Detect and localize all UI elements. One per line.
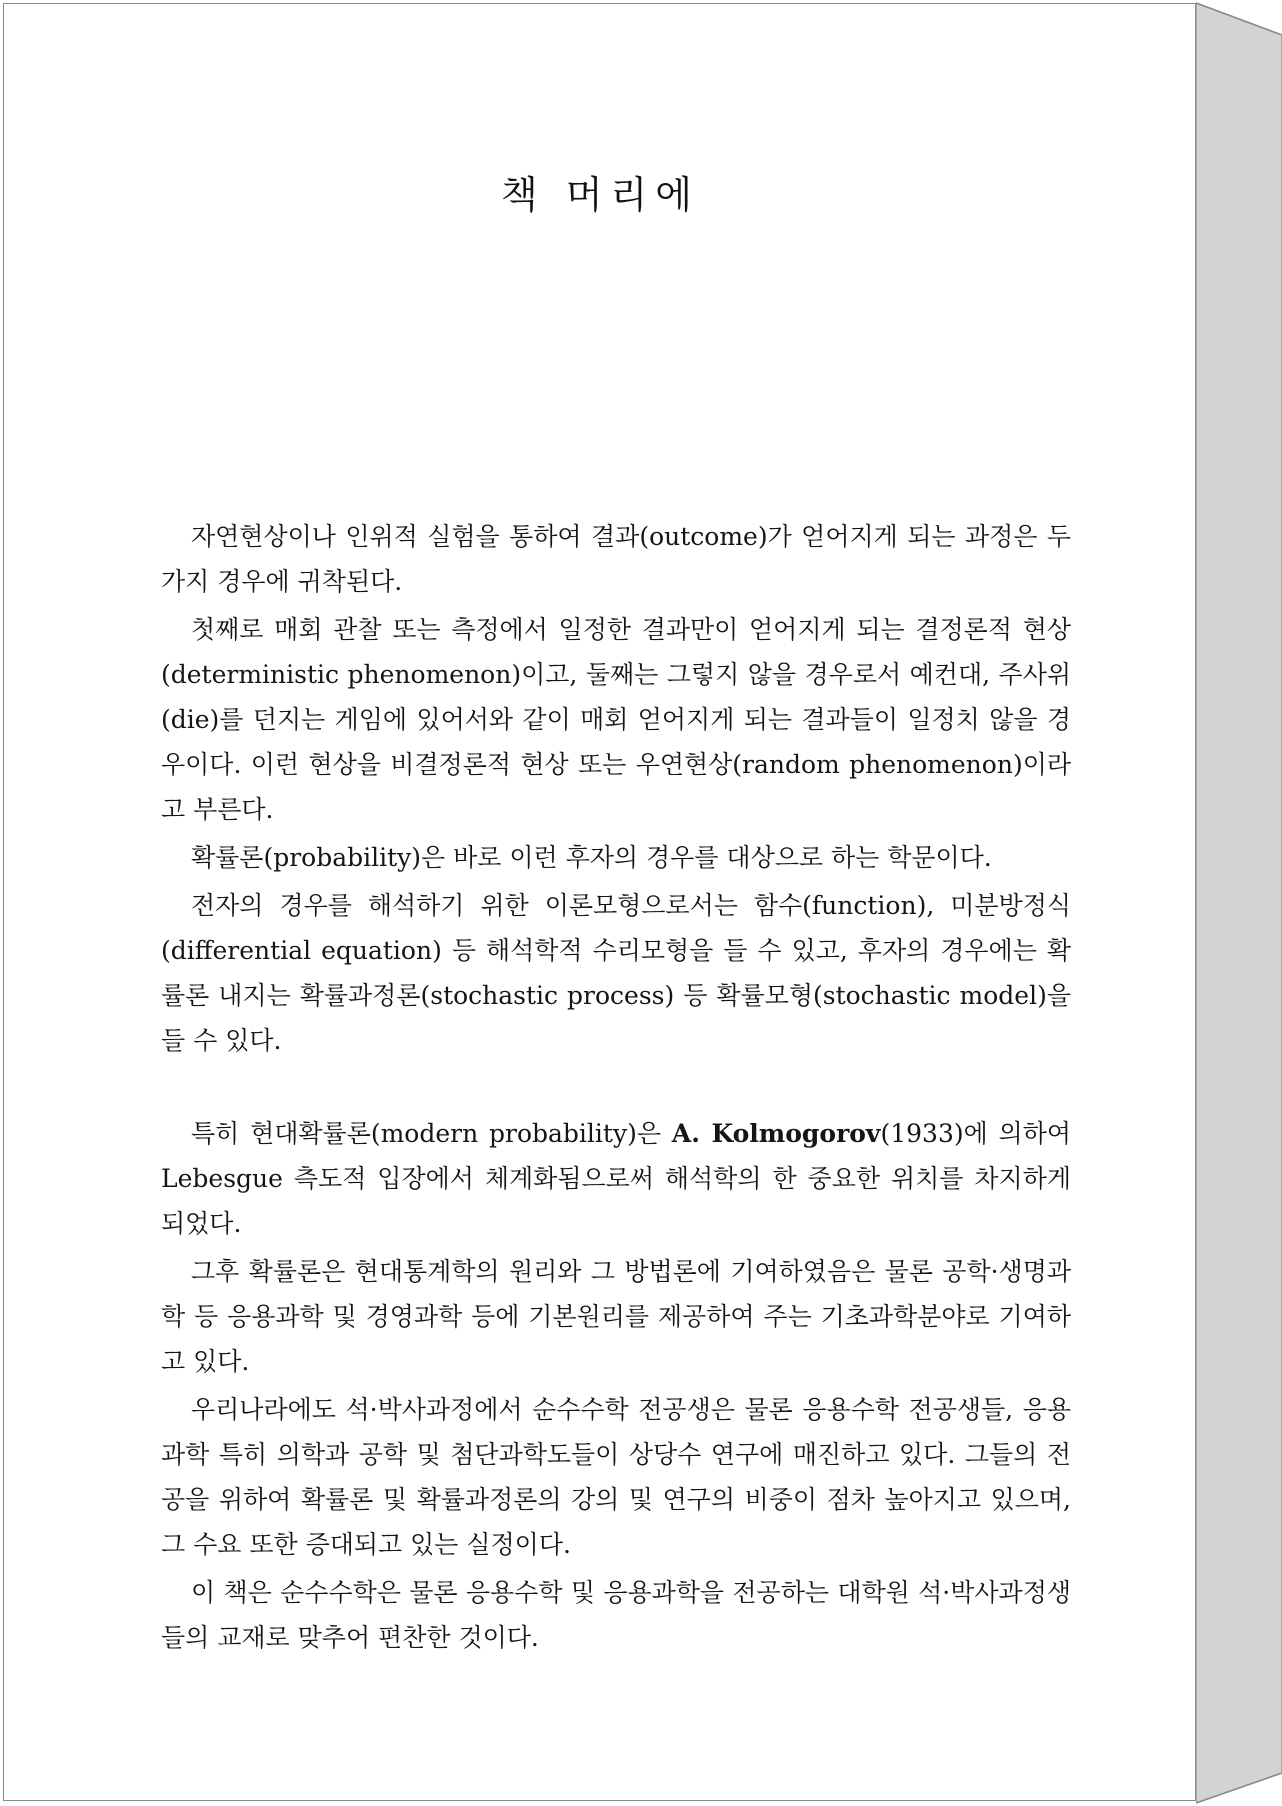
paragraph-probability: 확률론(probability)은 바로 이런 후자의 경우를 대상으로 하는 학문이다. <box>191 843 992 872</box>
paragraph-korea: 우리나라에도 석·박사과정에서 순수수학 전공생은 물론 응용수학 전공생들, 응용과학 특히 의학과 공학 및 첨단과학도들이 상당수 연구에 매진하고 있다. 그들의 전공을 위하여 확률론 및 확률과정론의 강의 및 연구의 비중이 점차 높아지고 있으며, 그 수요 또한 증대되고 있는 실정이다. <box>161 1395 1071 1559</box>
kolmogorov-name: A. Kolmogorov <box>671 1119 881 1148</box>
paragraph-applications: 그후 확률론은 현대통계학의 원리와 그 방법론에 기여하였음은 물론 공학·생명과학 등 응용과학 및 경영과학 등에 기본원리를 제공하여 주는 기초과학분야로 기여하고 있다. <box>161 1257 1071 1376</box>
paragraph-deterministic: 첫째로 매회 관찰 또는 측정에서 일정한 결과만이 얻어지게 되는 결정론적 현상(deterministic phenomenon)이고, 둘째는 그렇지 않을 경우로서 예컨대, 주사위(die)를 던지는 게임에 있어서와 같이 매회 얻어지게 되는 결과들이 일정치 않을 경우이다. 이런 현상을 비결정론적 현상 또는 우연현상(random phenomenon)이라고 부른다. <box>161 615 1071 824</box>
paragraph-kolmogorov <box>161 1111 1071 1246</box>
kolmogorov-text-before: 특히 현대확률론(modern probability)은 <box>191 1119 672 1148</box>
book-page <box>3 3 1196 1801</box>
kolmogorov-text-after: (1933)에 의하여 Lebesgue 측도적 입장에서 체계화됨으로써 해석학의 한 중요한 위치를 차지하게 되었다. <box>161 1119 1071 1238</box>
page-title: 책 머리에 <box>501 173 700 217</box>
preface-body <box>161 514 1071 1663</box>
book-spine-shading <box>1196 0 1282 1806</box>
paragraph-outcome: 자연현상이나 인위적 실험을 통하여 결과(outcome)가 얻어지게 되는 과정은 두 가지 경우에 귀착된다. <box>161 522 1071 596</box>
paragraph-models: 전자의 경우를 해석하기 위한 이론모형으로서는 함수(function), 미분방정식(differential equation) 등 해석학적 수리모형을 들 수 있고, 후자의 경우에는 확률론 내지는 확률과정론(stochastic process) 등 확률모형(stochastic model)을 들 수 있다. <box>161 891 1071 1055</box>
paragraph-purpose: 이 책은 순수수학은 물론 응용수학 및 응용과학을 전공하는 대학원 석·박사과정생들의 교재로 맞추어 편찬한 것이다. <box>161 1578 1071 1652</box>
